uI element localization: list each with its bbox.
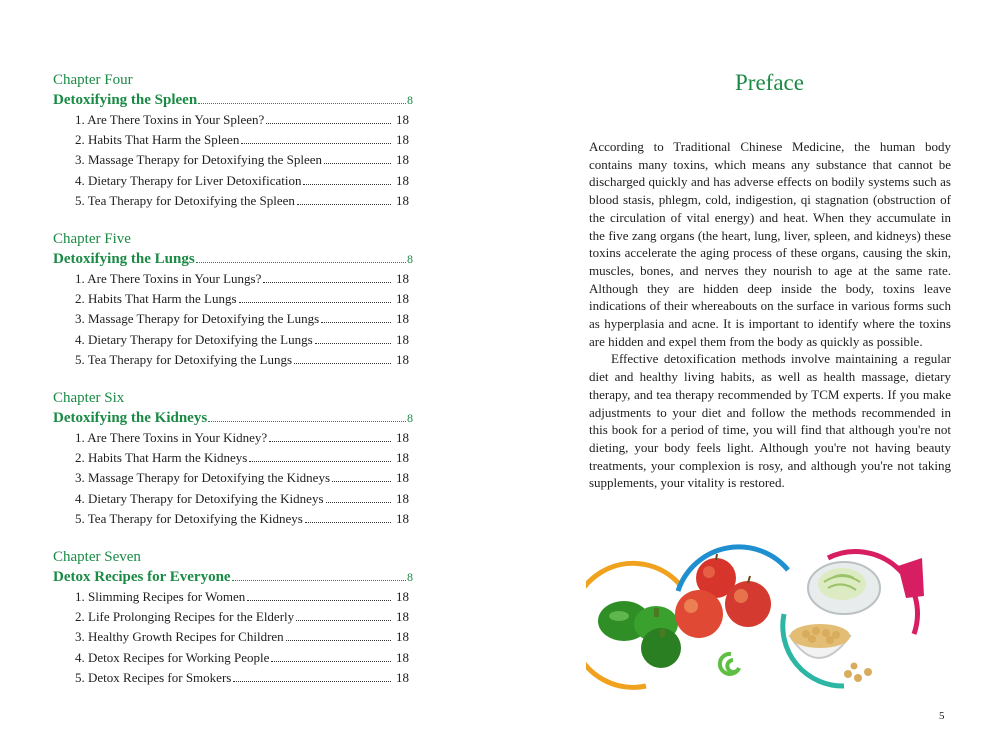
dot-leader (241, 143, 391, 144)
entry-title: 3. Healthy Growth Recipes for Children (75, 629, 284, 645)
dot-leader (196, 262, 406, 263)
entry-title: 1. Slimming Recipes for Women (75, 589, 246, 605)
entry-page: 18 (396, 112, 409, 127)
toc-entry[interactable] (53, 428, 409, 448)
chapter-title-row[interactable] (53, 249, 413, 269)
chapter-title: Detoxifying the Kidneys (53, 410, 208, 427)
preface-body (589, 138, 951, 492)
chapter-title-row[interactable] (53, 408, 413, 428)
entry-page: 18 (396, 192, 409, 208)
entry-page: 18 (396, 291, 409, 307)
dot-leader (233, 681, 391, 682)
toc-entry[interactable] (53, 130, 409, 150)
chapter-title-row[interactable] (53, 567, 413, 587)
toc-entry[interactable] (53, 110, 409, 130)
dot-leader (321, 322, 391, 323)
entry-title: 4. Dietary Therapy for Liver Detoxification (75, 172, 302, 188)
chapter-page: 8 (407, 93, 413, 107)
toc-entry[interactable] (53, 309, 409, 329)
dot-leader (324, 163, 391, 164)
dot-leader (296, 620, 391, 621)
cabbage-bowl-icon (808, 562, 880, 614)
toc-entry[interactable] (53, 627, 409, 647)
toc-entry[interactable] (53, 509, 409, 529)
toc-entry[interactable] (53, 448, 409, 468)
entry-title: 3. Massage Therapy for Detoxifying the Kidneys (75, 470, 331, 486)
dot-leader (232, 580, 406, 581)
dot-leader (266, 123, 391, 124)
food-illustration (586, 536, 926, 691)
toc-chapter (53, 229, 413, 370)
dot-leader (332, 481, 391, 482)
entry-page: 18 (396, 629, 409, 645)
entry-title: 5. Detox Recipes for Smokers (75, 669, 232, 685)
page-number: 5 (939, 710, 945, 722)
chapter-title: Detoxifying the Spleen (53, 92, 198, 108)
chapter-label: Chapter Five (53, 231, 131, 248)
dot-leader (263, 282, 391, 283)
chapter-page: 8 (407, 411, 413, 426)
toc-entry[interactable] (53, 330, 409, 350)
toc-entry[interactable] (53, 607, 409, 627)
toc-chapter (53, 547, 413, 688)
dot-leader (294, 363, 391, 364)
chapter-page: 8 (407, 252, 413, 267)
dot-leader (249, 461, 391, 462)
chapter-title: Detox Recipes for Everyone (53, 569, 231, 586)
chapter-label: Chapter Seven (53, 549, 141, 566)
entry-page: 18 (396, 311, 409, 327)
toc-entry[interactable] (53, 587, 409, 607)
toc-chapter (53, 70, 413, 211)
entry-title: 4. Dietary Therapy for Detoxifying the Kidneys (75, 490, 324, 506)
dot-leader (247, 600, 391, 601)
dot-leader (271, 661, 391, 662)
toc-chapter (53, 388, 413, 529)
entry-title: 4. Dietary Therapy for Detoxifying the Lungs (75, 331, 313, 347)
chapter-page: 8 (407, 570, 413, 585)
preface-paragraph: Effective detoxification methods involve maintaining a regular diet and healthy living habits, as well as health massage, dietary therapy, and tea therapy recommended by TCM experts. If you make adjustments to your diet and follow the methods recommended in this book for a period of time, you will find that although you're not dieting, your body feels light. Although you're not having beauty treatments, your complexion is rosy, and although you're not taking supplements, your vitality is restored. (589, 351, 951, 491)
magenta-wedge (898, 558, 924, 598)
toc-entry[interactable] (53, 350, 409, 370)
dot-leader (269, 441, 391, 442)
chapter-title: Detoxifying the Lungs (53, 251, 195, 268)
entry-title: 1. Are There Toxins in Your Lungs? (75, 271, 262, 287)
entry-title: 2. Habits That Harm the Lungs (75, 291, 237, 307)
entry-page: 18 (396, 271, 409, 287)
toc-entry[interactable] (53, 269, 409, 289)
dot-leader (303, 184, 391, 185)
green-pepper-icon (598, 601, 681, 668)
dot-leader (239, 302, 391, 303)
entry-title: 2. Life Prolonging Recipes for the Elderly (75, 609, 295, 625)
dot-leader (208, 421, 406, 422)
chapter-title-row[interactable] (53, 90, 413, 110)
entry-page: 18 (396, 510, 409, 526)
toc-entry[interactable] (53, 468, 409, 488)
dot-leader (326, 502, 392, 503)
entry-page: 18 (396, 450, 409, 466)
entry-page: 18 (396, 172, 409, 188)
entry-title: 3. Massage Therapy for Detoxifying the Spleen (75, 152, 323, 168)
entry-page: 18 (396, 490, 409, 506)
entry-page: 18 (396, 152, 409, 168)
entry-page: 18 (396, 351, 409, 367)
entry-page: 18 (396, 609, 409, 625)
entry-title: 1. Are There Toxins in Your Kidney? (75, 430, 268, 446)
entry-page: 18 (396, 669, 409, 685)
entry-title: 5. Tea Therapy for Detoxifying the Lungs (75, 351, 293, 367)
toc-entry[interactable] (53, 289, 409, 309)
dot-leader (315, 343, 391, 344)
dot-leader (198, 103, 406, 104)
entry-page: 18 (396, 470, 409, 486)
entry-page: 18 (396, 331, 409, 347)
toc-entry[interactable] (53, 191, 409, 211)
entry-page: 18 (396, 132, 409, 148)
entry-title: 5. Tea Therapy for Detoxifying the Spleen (75, 192, 295, 208)
toc-entry[interactable] (53, 648, 409, 668)
toc-entry[interactable] (53, 668, 409, 688)
entry-page: 18 (396, 430, 409, 446)
table-of-contents (53, 70, 413, 706)
entry-title: 3. Massage Therapy for Detoxifying the Lungs (75, 311, 320, 327)
entry-title: 5. Tea Therapy for Detoxifying the Kidneys (75, 510, 303, 526)
entry-title: 1. Are There Toxins in Your Spleen? (75, 112, 265, 127)
entry-title: 4. Detox Recipes for Working People (75, 649, 270, 665)
dot-leader (286, 640, 391, 641)
entry-title: 2. Habits That Harm the Kidneys (75, 450, 248, 466)
chapter-label: Chapter Six (53, 390, 125, 407)
preface-paragraph: According to Traditional Chinese Medicine, the human body contains many toxins, which means any substance that cannot be discharged quickly and has adverse effects on bodily systems such as blood stasis, phlegm, cold, indigestion, qi stagnation (obstruction of the circulation of vital energy) and heat. When they accumulate in the five zang organs (the heart, lung, liver, spleen, and kidneys) these toxins accelerate the aging process of these organs, causing the skin, muscles, bones, and nerves they nourish to age at the same rate. Although they are hidden deep inside the body, toxins leave indications of their whereabouts on the surface in various forms such as hyperplasia and acne. It is important to identify where the toxins are hidden and expel them from the body as quickly as possible. (589, 139, 951, 349)
chapter-label: Chapter Four (53, 72, 133, 88)
toc-entry[interactable] (53, 150, 409, 170)
toc-entry[interactable] (53, 171, 409, 191)
entry-title: 2. Habits That Harm the Spleen (75, 132, 240, 148)
entry-page: 18 (396, 649, 409, 665)
dot-leader (305, 522, 391, 523)
preface-title: Preface (735, 70, 804, 95)
dot-leader (297, 204, 391, 205)
toc-entry[interactable] (53, 489, 409, 509)
entry-page: 18 (396, 589, 409, 605)
green-swirl (720, 654, 739, 674)
